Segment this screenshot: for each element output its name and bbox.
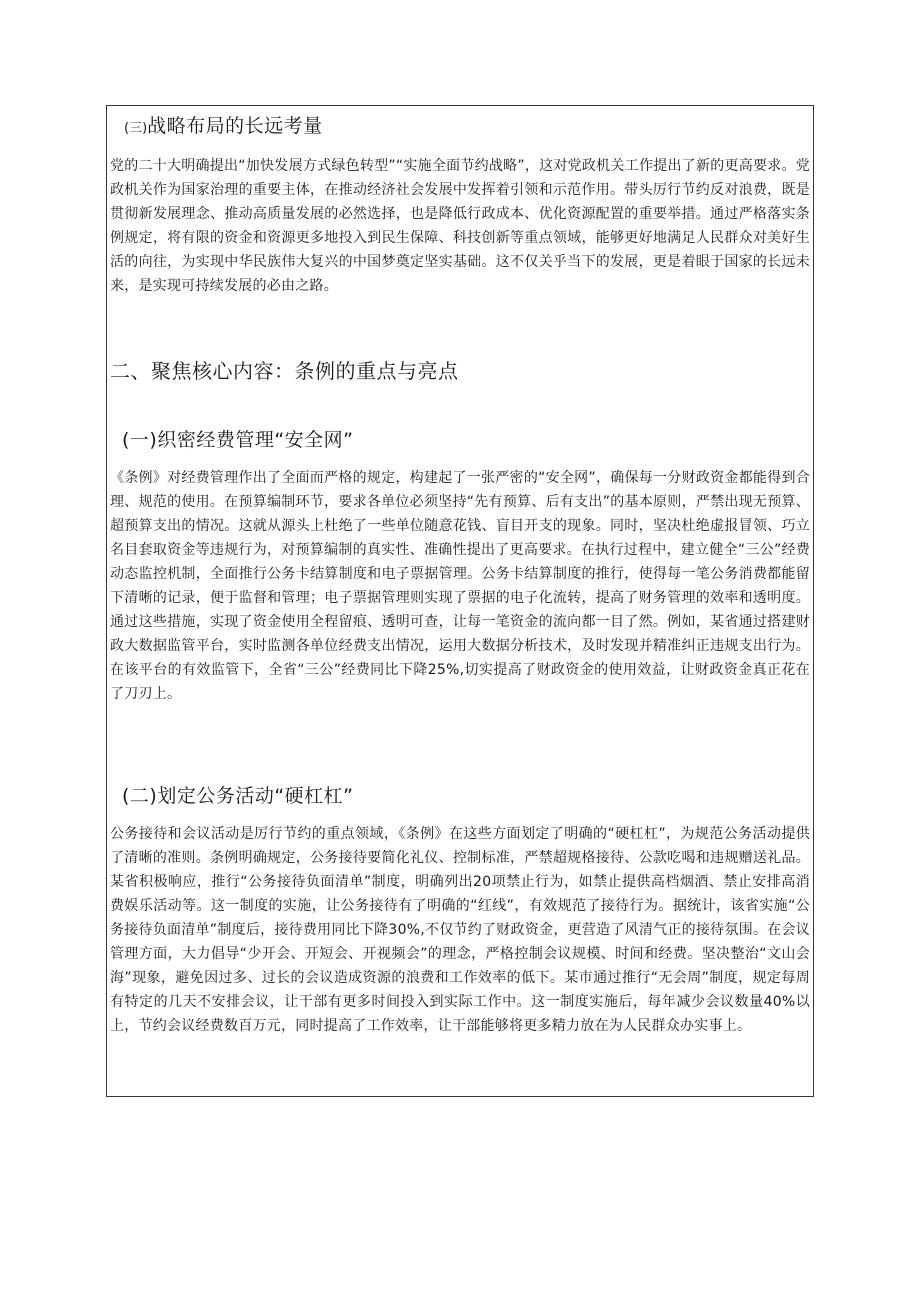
section-heading-text: 战略布局的长远考量 xyxy=(147,115,323,137)
section-heading-funds: (一)织密经费管理“安全网” xyxy=(122,429,354,451)
section-heading-activity: (二)划定公务活动“硬杠杠” xyxy=(122,785,354,807)
paragraph-strategy: 党的二十大明确提出“加快发展方式绿色转型”“实施全面节约战略”，这对党政机关工作提出了新的更高要求。党政机关作为国家治理的重要主体，在推动经济社会发展中发挥着引领和示范作用。带头厉行节约反对浪费，既是贯彻新发展理念、推动高质量发展的必然选择，也是降低行政成本、优化资源配置的重要举措。通过严格落实条例规定，将有限的资金和资源更多地投入到民生保障、科技创新等重点领域，能够更好地满足人民群众对美好生活的向往，为实现中华民族伟大复兴的中国梦奠定坚实基础。这不仅关乎当下的发展，更是着眼于国家的长远未来，是实现可持续发展的必由之路。 xyxy=(110,158,810,294)
chapter-heading-core: 二、聚焦核心内容：条例的重点与亮点 xyxy=(110,359,459,383)
section-number-mark: (三) xyxy=(124,121,148,136)
section-heading-strategy xyxy=(124,114,824,141)
paragraph-funds: 《条例》对经费管理作出了全面而严格的规定，构建起了一张严密的“安全网”，确保每一分财政资金都能得到合理、规范的使用。在预算编制环节，要求各单位必须坚持“先有预算、后有支出”的基本原则，严禁出现无预算、超预算支出的情况。这就从源头上杜绝了一些单位随意花钱、盲目开支的现象。同时，坚决杜绝虚报冒领、巧立名目套取资金等违规行为，对预算编制的真实性、准确性提出了更高要求。在执行过程中，建立健全“三公”经费动态监控机制，全面推行公务卡结算制度和电子票据管理。公务卡结算制度的推行，使得每一笔公务消费都能留下清晰的记录，便于监督和管理；电子票据管理则实现了票据的电子化流转，提高了财务管理的效率和透明度。通过这些措施，实现了资金使用全程留痕、透明可查，让每一笔资金的流向都一目了然。例如，某省通过搭建财政大数据监管平台，实时监测各单位经费支出情况，运用大数据分析技术，及时发现并精准纠正违规支出行为。在该平台的有效监管下，全省“三公”经费同比下降25%,切实提高了财政资金的使用效益，让财政资金真正花在了刀刃上。 xyxy=(110,470,810,702)
paragraph-activity: 公务接待和会议活动是厉行节约的重点领域，《条例》在这些方面划定了明确的“硬杠杠”，为规范公务活动提供了清晰的准则。条例明确规定，公务接待要简化礼仪、控制标准，严禁超规格接待、公款吃喝和违规赠送礼品。某省积极响应，推行“公务接待负面清单”制度，明确列出20项禁止行为，如禁止提供高档烟酒、禁止安排高消费娱乐活动等。这一制度的实施，让公务接待有了明确的“红线”，有效规范了接待行为。据统计，该省实施“公务接待负面清单”制度后，接待费用同比下降30%,不仅节约了财政资金，更营造了风清气正的接待氛围。在会议管理方面，大力倡导“少开会、开短会、开视频会”的理念，严格控制会议规模、时间和经费。坚决整治“文山会海”现象，避免因过多、过长的会议造成资源的浪费和工作效率的低下。某市通过推行“无会周”制度，规定每周有特定的几天不安排会议，让干部有更多时间投入到实际工作中。这一制度实施后，每年减少会议数量40%以上，节约会议经费数百万元，同时提高了工作效率，让干部能够将更多精力放在为人民群众办实事上。 xyxy=(110,826,810,1034)
